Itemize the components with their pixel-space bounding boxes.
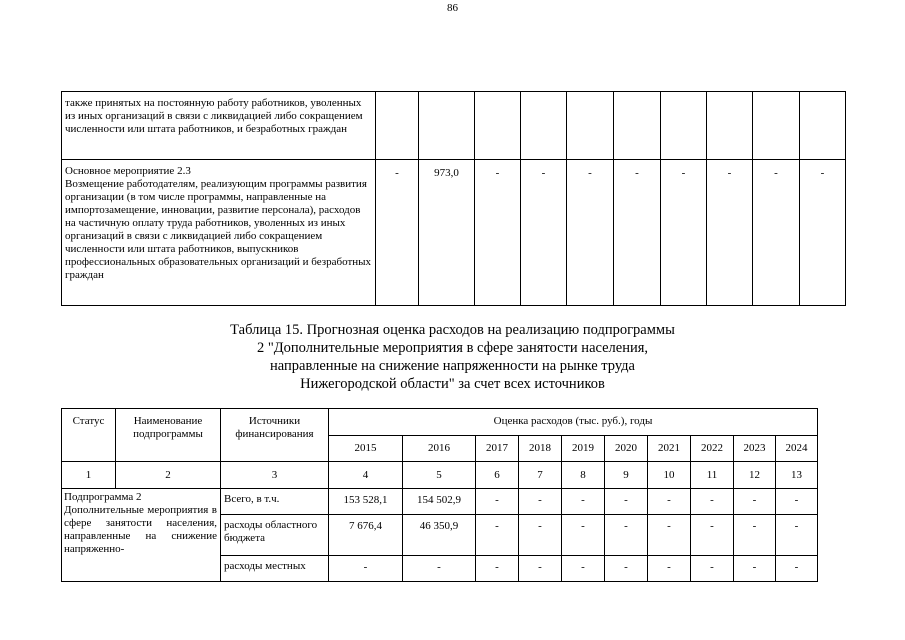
table-cell: -: [734, 489, 776, 515]
header-row: [62, 409, 818, 436]
year-cell: 2019: [562, 436, 605, 462]
header-name: Наименование подпрограммы: [116, 409, 221, 462]
year-cell: 2017: [476, 436, 519, 462]
column-number: 12: [734, 462, 776, 489]
table-cell: -: [475, 160, 521, 306]
column-number: 10: [648, 462, 691, 489]
column-number: 3: [221, 462, 329, 489]
table-cell: -: [403, 556, 476, 582]
table-cell: -: [707, 160, 753, 306]
source-label: расходы местных: [221, 556, 329, 582]
table-cell: -: [605, 489, 648, 515]
forecast-table: [61, 408, 818, 582]
subprogram-text: Дополнительные мероприятия в сфере занятости населения, направленные на снижение напряженно-: [64, 504, 217, 555]
column-number: 1: [62, 462, 116, 489]
table-cell: [521, 92, 567, 160]
measure-description: Возмещение работодателям, реализующим программы развития организации (в том числе программы, направленные на импортозамещение, инновации, развитие персонала), расходов на частичную оплату труда работников, уволенных из иных организаций в связи с ликвидацией либо сокращением численности или штата работников, выпускников профессиональных образовательных организаций и безработных граждан: [65, 178, 372, 281]
table-row: [62, 92, 846, 160]
column-number: 6: [476, 462, 519, 489]
table-cell: 973,0: [419, 160, 475, 306]
table-row: [62, 160, 846, 306]
subprogram-title: Подпрограмма 2: [64, 491, 142, 503]
table-cell: -: [691, 556, 734, 582]
header-sources: Источники финансирования: [221, 409, 329, 462]
year-cell: 2023: [734, 436, 776, 462]
measure-title: Основное мероприятие 2.3: [65, 165, 191, 177]
year-cell: 2024: [776, 436, 818, 462]
table-cell: -: [329, 556, 403, 582]
header-estimate: Оценка расходов (тыс. руб.), годы: [329, 409, 818, 436]
column-number: 2: [116, 462, 221, 489]
continuation-table: [61, 91, 846, 306]
table-cell: -: [605, 515, 648, 556]
table-cell: 153 528,1: [329, 489, 403, 515]
year-cell: 2016: [403, 436, 476, 462]
column-number: 11: [691, 462, 734, 489]
table-cell: 46 350,9: [403, 515, 476, 556]
table-cell: -: [648, 515, 691, 556]
table-cell: -: [519, 556, 562, 582]
table-cell: -: [648, 489, 691, 515]
table-cell: -: [476, 489, 519, 515]
year-cell: 2022: [691, 436, 734, 462]
row-description-cell: [62, 160, 376, 306]
table-cell: 154 502,9: [403, 489, 476, 515]
table-cell: -: [691, 489, 734, 515]
table-cell: 7 676,4: [329, 515, 403, 556]
table-cell: -: [476, 515, 519, 556]
subprogram-cell: [62, 489, 221, 582]
column-number: 13: [776, 462, 818, 489]
table-cell: -: [648, 556, 691, 582]
table-cell: [475, 92, 521, 160]
table-cell: -: [519, 515, 562, 556]
table-cell: -: [519, 489, 562, 515]
column-number: 4: [329, 462, 403, 489]
table-cell: -: [776, 515, 818, 556]
row-description: также принятых на постоянную работу работников, уволенных из иных организаций в связи с ликвидацией либо сокращением численности или штата работников, и безработных граждан: [62, 92, 376, 160]
table-cell: -: [562, 489, 605, 515]
table-cell: -: [734, 556, 776, 582]
table-caption: Таблица 15. Прогнозная оценка расходов на реализацию подпрограммы 2 "Дополнительные мероприятия в сфере занятости населения, направленные на снижение напряженности на рынке труда Нижегородской области" за счет всех источников: [230, 322, 675, 392]
table-cell: -: [605, 556, 648, 582]
table-row: [62, 489, 818, 515]
table-cell: -: [614, 160, 661, 306]
column-number: 8: [562, 462, 605, 489]
year-cell: 2018: [519, 436, 562, 462]
table-cell: -: [691, 515, 734, 556]
table-cell: -: [562, 556, 605, 582]
table-cell: -: [562, 515, 605, 556]
table-cell: [661, 92, 707, 160]
column-number: 7: [519, 462, 562, 489]
page-number: 86: [447, 2, 458, 14]
table-cell: -: [567, 160, 614, 306]
column-numbers-row: [62, 462, 818, 489]
header-status: Статус: [62, 409, 116, 462]
table-cell: -: [661, 160, 707, 306]
table-cell: [567, 92, 614, 160]
table-cell: [376, 92, 419, 160]
table-cell: -: [521, 160, 567, 306]
source-label: расходы областного бюджета: [221, 515, 329, 556]
year-cell: 2021: [648, 436, 691, 462]
year-cell: 2020: [605, 436, 648, 462]
year-cell: 2015: [329, 436, 403, 462]
table-cell: [614, 92, 661, 160]
table-cell: -: [776, 556, 818, 582]
table-cell: [753, 92, 800, 160]
table-cell: -: [776, 489, 818, 515]
table-cell: [419, 92, 475, 160]
table-cell: -: [800, 160, 846, 306]
table-cell: -: [476, 556, 519, 582]
table-cell: [707, 92, 753, 160]
source-label: Всего, в т.ч.: [221, 489, 329, 515]
table-cell: [800, 92, 846, 160]
table-cell: -: [734, 515, 776, 556]
table-cell: -: [753, 160, 800, 306]
table-cell: -: [376, 160, 419, 306]
column-number: 9: [605, 462, 648, 489]
column-number: 5: [403, 462, 476, 489]
